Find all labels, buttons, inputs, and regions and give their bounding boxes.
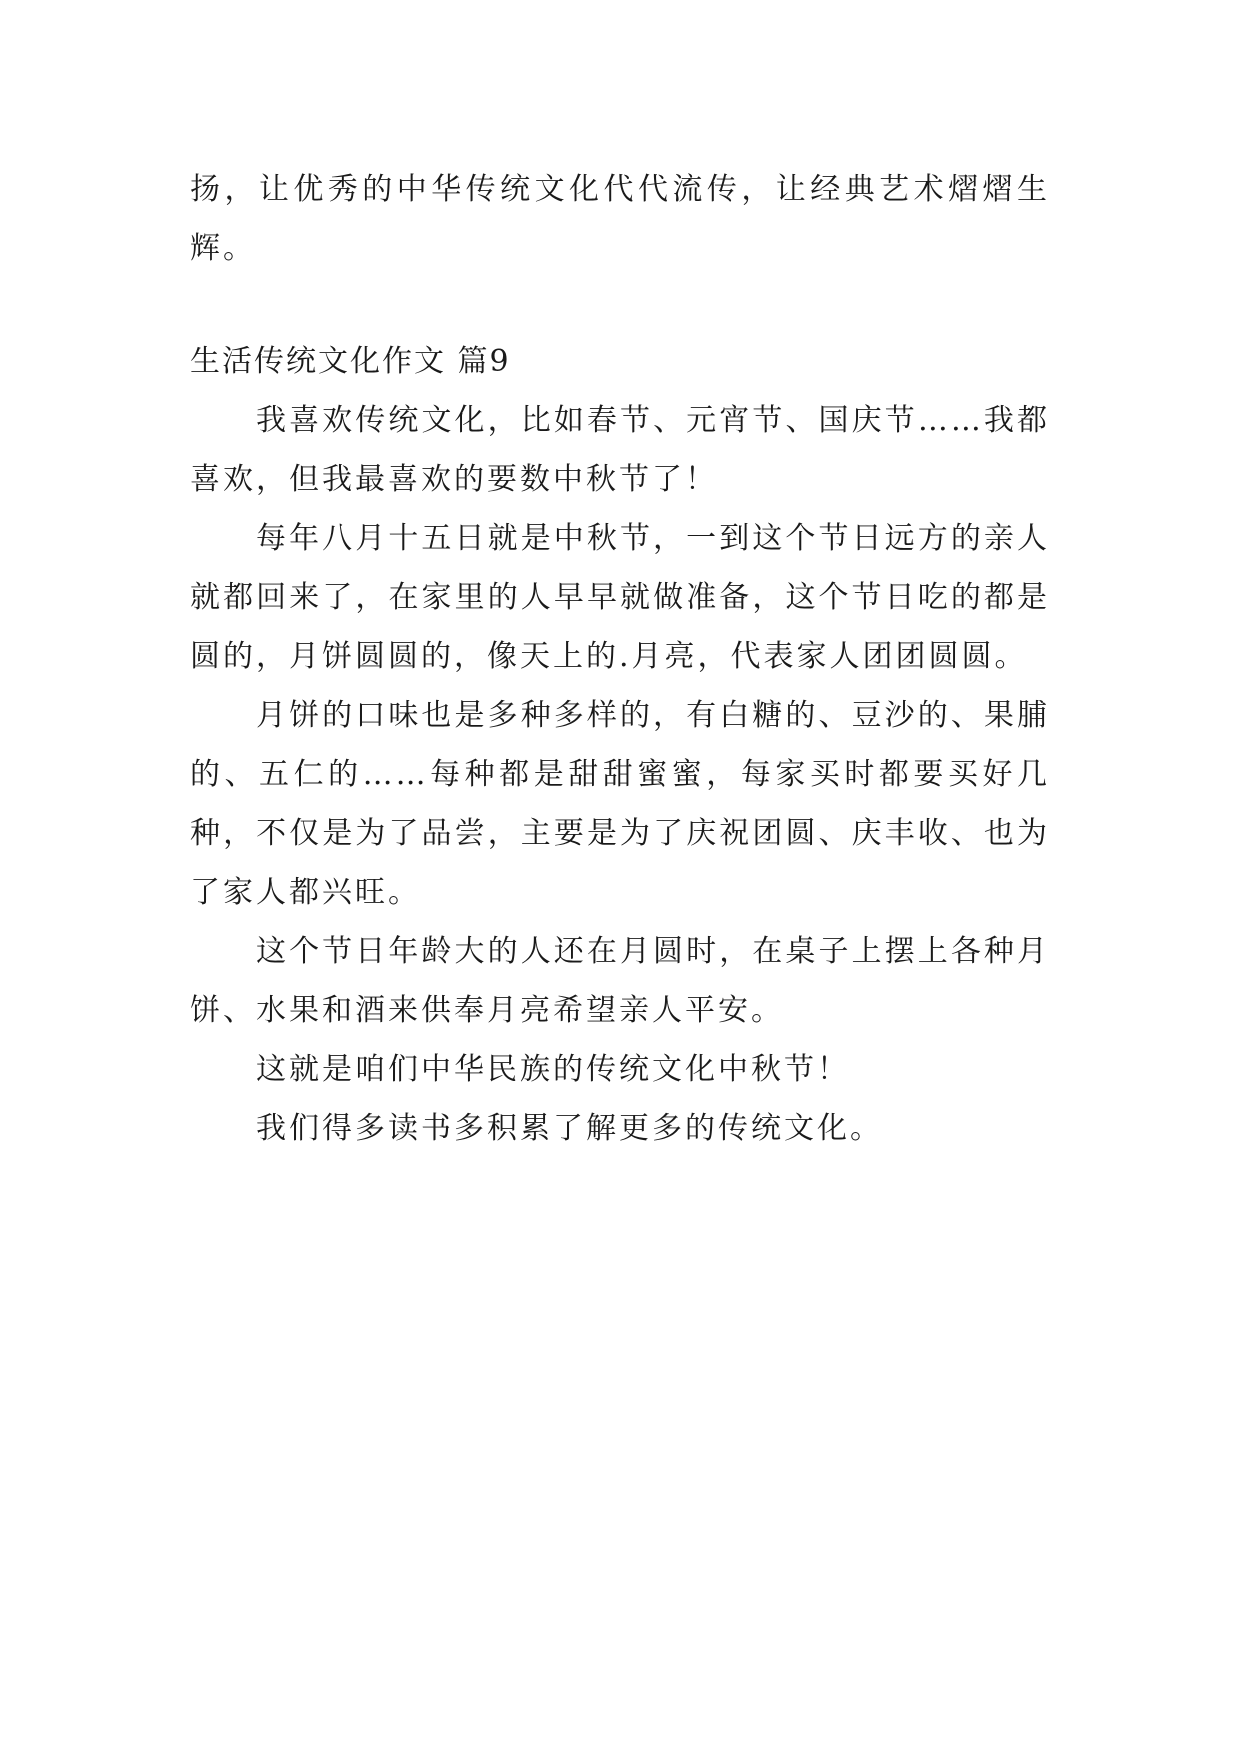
- paragraph-1: 我喜欢传统文化，比如春节、元宵节、国庆节……我都喜欢，但我最喜欢的要数中秋节了！: [190, 403, 1050, 497]
- paragraph-6: 我们得多读书多积累了解更多的传统文化。: [256, 1111, 883, 1146]
- paragraph-2: 每年八月十五日就是中秋节，一到这个节日远方的亲人就都回来了，在家里的人早早就做准备，这个节日吃的都是圆的，月饼圆圆的，像天上的.月亮，代表家人团团圆圆。: [190, 521, 1050, 674]
- continuation-paragraph: 扬，让优秀的中华传统文化代代流传，让经典艺术熠熠生辉。: [190, 172, 1050, 266]
- paragraph-3: 月饼的口味也是多种多样的，有白糖的、豆沙的、果脯的、五仁的……每种都是甜甜蜜蜜，每家买时都要买好几种，不仅是为了品尝，主要是为了庆祝团圆、庆丰收、也为了家人都兴旺。: [190, 698, 1050, 910]
- document-body: [190, 160, 1050, 1158]
- paragraph-5: 这就是咱们中华民族的传统文化中秋节！: [256, 1052, 850, 1087]
- paragraph-4: 这个节日年龄大的人还在月圆时，在桌子上摆上各种月饼、水果和酒来供奉月亮希望亲人平安。: [190, 934, 1050, 1028]
- section-heading: 生活传统文化作文 篇9: [190, 344, 511, 379]
